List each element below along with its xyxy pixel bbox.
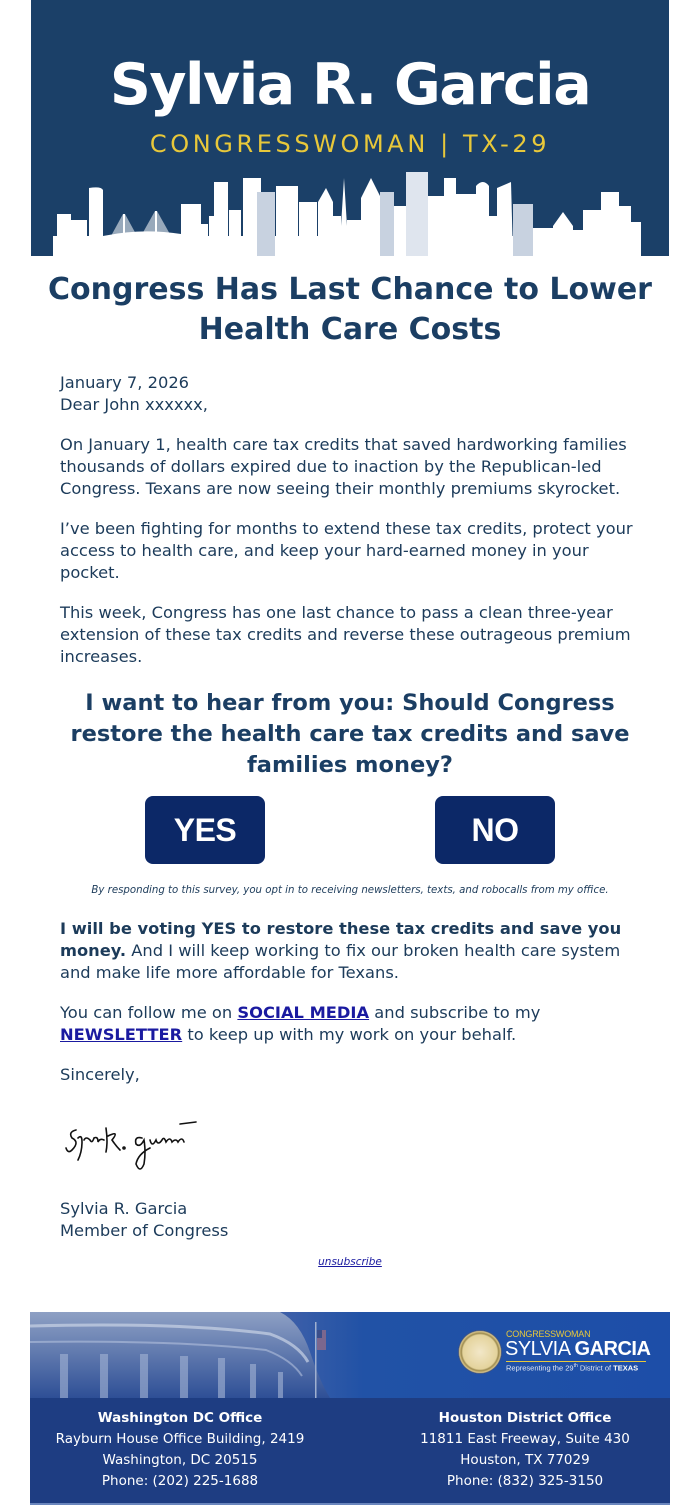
logo-congresswoman: CONGRESSWOMAN: [506, 1329, 591, 1339]
office-address-line2: Houston, TX 77029: [460, 1452, 590, 1468]
paragraph-3: This week, Congress has one last chance to pass a clean three-year extension of these tax credits and reverse these outrageous premium increases.: [60, 603, 631, 666]
follow-paragraph: [60, 1002, 640, 1046]
vote-statement: I will be voting YES to restore these tax credits and save you money.: [60, 919, 622, 960]
unsubscribe-link[interactable]: unsubscribe: [318, 1256, 382, 1268]
office-title: Houston District Office: [438, 1410, 612, 1426]
office-address-line1: 11811 East Freeway, Suite 430: [420, 1431, 630, 1447]
follow-text-2: and subscribe to my: [369, 1003, 541, 1022]
survey-buttons: [31, 796, 669, 888]
logo-tagline: Representing the 29th District of TEXAS: [506, 1363, 639, 1373]
skyline-icon: [31, 166, 669, 256]
office-list: [30, 1408, 670, 1492]
footer: [30, 1312, 670, 1505]
office-phone: Phone: (832) 325-3150: [446, 1473, 604, 1489]
survey-disclaimer: By responding to this survey, you opt in to receiving newsletters, texts, and robocalls from my office.: [91, 885, 609, 896]
signature-title: Member of Congress: [60, 1221, 229, 1240]
signature-name: Sylvia R. Garcia: [60, 1199, 188, 1218]
letter-greeting: Dear John xxxxxx,: [60, 395, 208, 414]
office-phone: Phone: (202) 225-1688: [101, 1473, 259, 1489]
footer-logo: [458, 1328, 658, 1378]
office-address-line2: Washington, DC 20515: [102, 1452, 258, 1468]
no-button[interactable]: NO: [435, 796, 555, 864]
signature-image: [60, 1108, 640, 1178]
signoff: Sincerely,: [60, 1065, 140, 1084]
paragraph-1: On January 1, health care tax credits that saved hardworking families thousands of dollars expired due to inaction by the Republican-led Congress. Texans are now seeing their monthly premiums skyrocket.: [60, 435, 627, 498]
office-title: Washington DC Office: [97, 1410, 263, 1426]
capitol-photo: [30, 1312, 670, 1398]
office-houston: [350, 1408, 670, 1492]
vote-continuation: And I will keep working to fix our broken health care system and make life more affordable for Texans.: [60, 941, 621, 982]
closing-paragraph: [60, 918, 640, 984]
logo-divider: [506, 1361, 646, 1362]
social-media-link[interactable]: SOCIAL MEDIA: [237, 1003, 370, 1022]
survey-question: I want to hear from you: Should Congress restore the health care tax credits and save families money?: [70, 690, 630, 778]
yes-button[interactable]: YES: [145, 796, 265, 864]
email-body: [31, 0, 669, 1268]
letter-date: January 7, 2026: [60, 373, 190, 392]
header-banner: [31, 0, 669, 256]
follow-text-3: to keep up with my work on your behalf.: [182, 1025, 517, 1044]
headline: Congress Has Last Chance to Lower Health Care Costs: [48, 272, 652, 347]
newsletter-link[interactable]: NEWSLETTER: [60, 1025, 183, 1044]
follow-text-1: You can follow me on: [60, 1003, 238, 1022]
capitol-icon: [30, 1312, 350, 1398]
signature-icon: [60, 1108, 210, 1178]
banner-subtitle: CONGRESSWOMAN | TX-29: [149, 130, 551, 158]
banner-name: Sylvia R. Garcia: [109, 52, 591, 118]
logo-name: SYLVIA GARCIA: [505, 1338, 651, 1360]
house-seal-icon: [458, 1330, 502, 1374]
paragraph-2: I’ve been fighting for months to extend these tax credits, protect your access to health care, and keep your hard-earned money in your pocket.: [60, 519, 633, 582]
office-address-line1: Rayburn House Office Building, 2419: [55, 1431, 305, 1447]
office-washington: [30, 1408, 350, 1492]
